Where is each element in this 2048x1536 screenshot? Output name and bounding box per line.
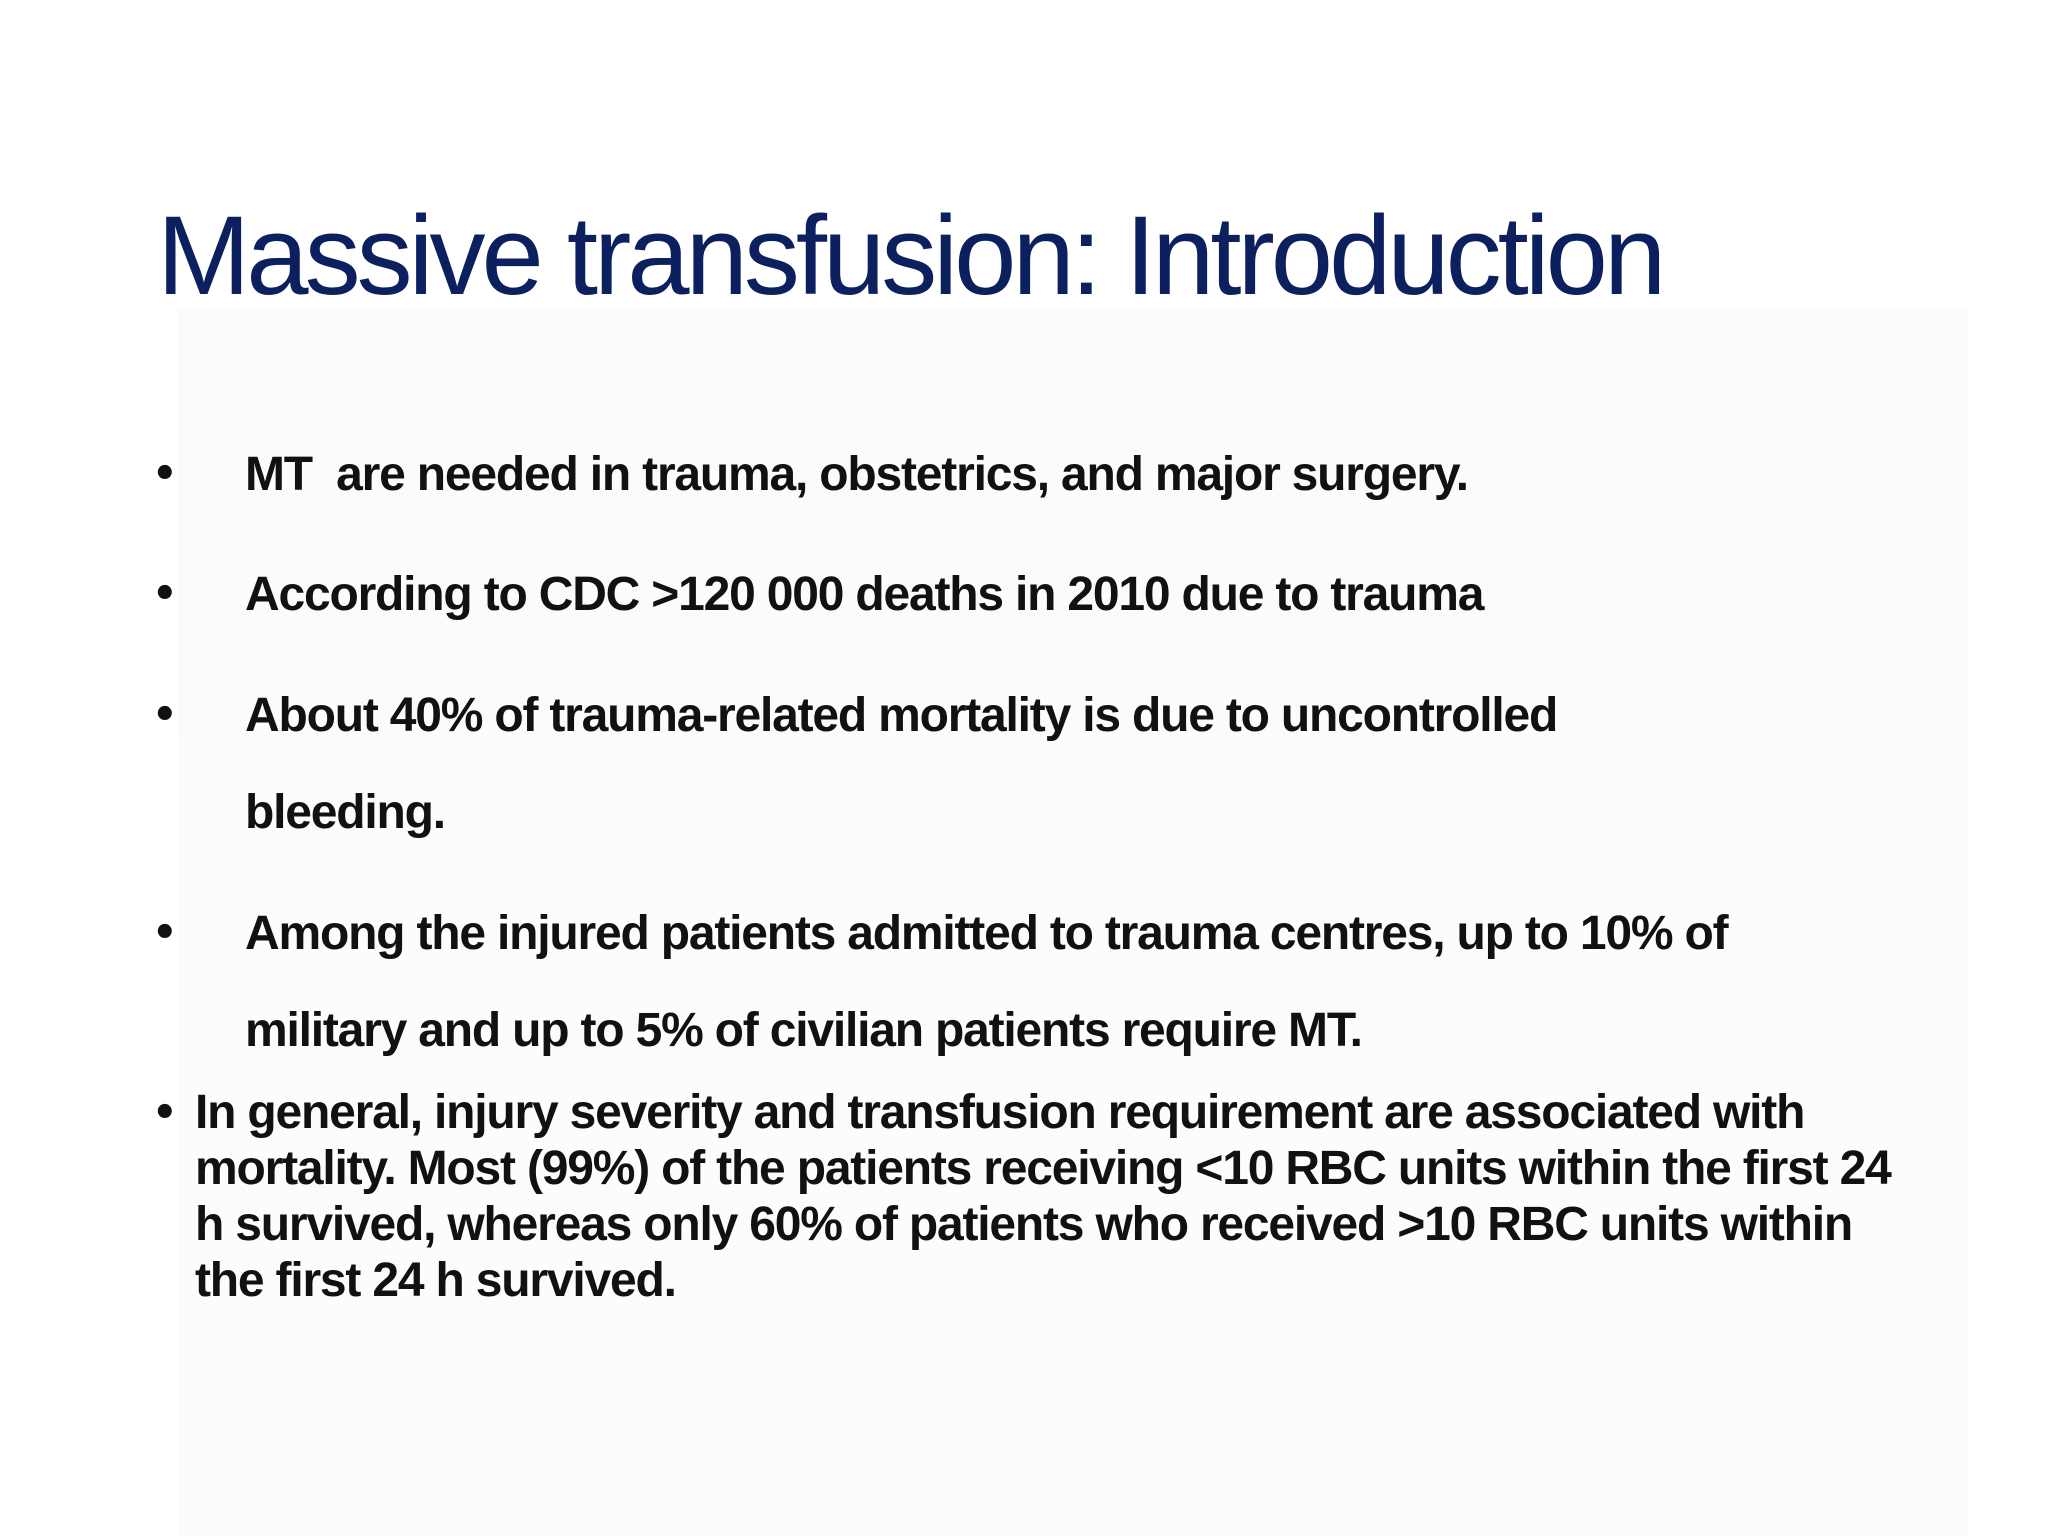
- bullet-text: MT are needed in trauma, obstetrics, and major surgery.: [245, 448, 1468, 501]
- bullet-marker: •: [152, 1090, 178, 1136]
- bullet-marker: •: [152, 451, 178, 497]
- bullet-marker: •: [152, 910, 178, 956]
- bullet-text: About 40% of trauma-related mortality is due to uncontrolled bleeding.: [245, 689, 1558, 839]
- bullet-marker: •: [152, 692, 178, 738]
- bullet-text: In general, injury severity and transfusion requirement are associated with mortality. Most (99%) of the patients receiving <10 RBC units within the first 24 h survived, whereas only 60% of patients who received >10 RBC units within the first 24 h survived.: [195, 1086, 1891, 1307]
- bullet-marker: •: [152, 571, 178, 617]
- bullet-text: Among the injured patients admitted to trauma centres, up to 10% of military and up to 5% of civilian patients require MT.: [245, 907, 1728, 1057]
- slide-title: Massive transfusion: Introduction: [157, 193, 1663, 318]
- bullet-text: According to CDC >120 000 deaths in 2010 due to trauma: [245, 568, 1484, 621]
